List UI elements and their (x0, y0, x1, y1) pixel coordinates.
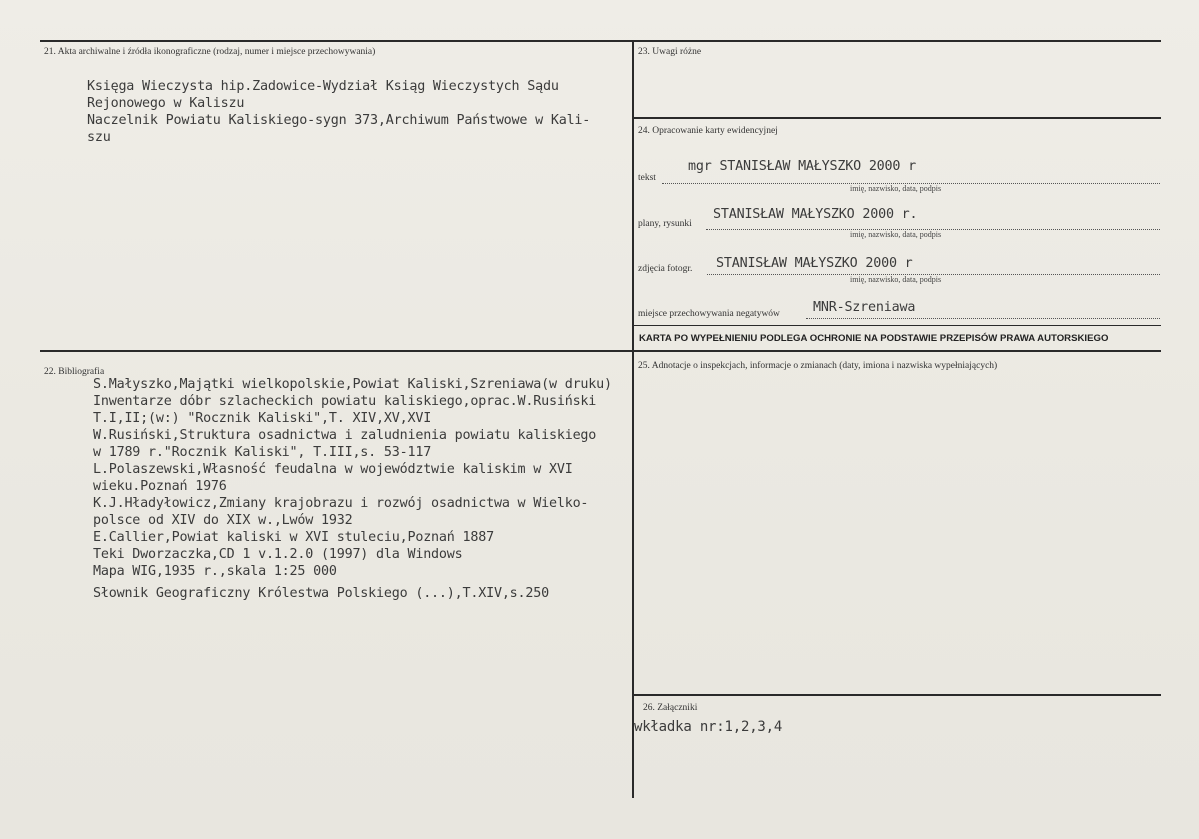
s22-line-4: W.Rusiński,Struktura osadnictwa i zaludnienia powiatu kaliskiego (93, 428, 597, 443)
s22-line-10: E.Callier,Powiat kaliski w XVI stuleciu,Poznań 1887 (93, 530, 494, 545)
zdjecia-caption: imię, nazwisko, data, podpis (850, 275, 942, 284)
s22-line-3: T.I,II;(w:) "Rocznik Kaliski",T. XIV,XV,XVI (93, 411, 432, 426)
s22-line-8: K.J.Hładyłowicz,Zmiany krajobrazu i rozwój osadnictwa w Wielko- (93, 496, 589, 511)
s21-line-3: Naczelnik Powiatu Kaliskiego-sygn 373,Archiwum Państwowe w Kali- (87, 113, 591, 128)
s22-line-7: wieku.Poznań 1976 (93, 479, 227, 494)
s22-line-2: Inwentarze dóbr szlacheckich powiatu kaliskiego,oprac.W.Rusiński (93, 394, 597, 409)
zdjecia-value: STANISŁAW MAŁYSZKO 2000 r (716, 256, 913, 271)
s22-line-13: Słownik Geograficzny Królestwa Polskiego (...),T.XIV,s.250 (93, 586, 549, 601)
s22-line-12: Mapa WIG,1935 r.,skala 1:25 000 (93, 564, 337, 579)
section-21-label: 21. Akta archiwalne i źródła ikonograficzne (rodzaj, numer i miejsce przechowywania) (44, 47, 376, 57)
rule-s26-top (634, 694, 1161, 696)
middle-rule (40, 350, 1161, 352)
tekst-caption: imię, nazwisko, data, podpis (850, 184, 942, 193)
s22-line-6: L.Polaszewski,Własność feudalna w województwie kaliskim w XVI (93, 462, 573, 477)
plany-label: plany, rysunki (638, 219, 692, 229)
plany-value: STANISŁAW MAŁYSZKO 2000 r. (713, 207, 918, 222)
tekst-value: mgr STANISŁAW MAŁYSZKO 2000 r (688, 159, 916, 174)
s21-line-4: szu (87, 130, 111, 145)
section-24-label: 24. Opracowanie karty ewidencyjnej (638, 126, 778, 136)
s22-line-9: polsce od XIV do XIX w.,Lwów 1932 (93, 513, 353, 528)
tekst-label: tekst (638, 173, 656, 183)
section-25-label: 25. Adnotacje o inspekcjach, informacje o zmianach (daty, imiona i nazwiska wypełniających) (638, 361, 998, 371)
zdjecia-label: zdjęcia fotogr. (638, 264, 693, 274)
s22-line-1: S.Małyszko,Majątki wielkopolskie,Powiat Kaliski,Szreniawa(w druku) (93, 377, 612, 392)
top-rule (40, 40, 1161, 42)
s22-line-5: w 1789 r."Rocznik Kaliski", T.III,s. 53-117 (93, 445, 432, 460)
center-divider (632, 40, 634, 798)
section-26-label: 26. Załączniki (643, 703, 698, 713)
plany-caption: imię, nazwisko, data, podpis (850, 230, 942, 239)
s22-line-11: Teki Dworzaczka,CD 1 v.1.2.0 (1997) dla Windows (93, 547, 463, 562)
negatyw-value: MNR-Szreniawa (813, 300, 916, 315)
section-22-label: 22. Bibliografia (44, 367, 105, 377)
s21-line-1: Księga Wieczysta hip.Zadowice-Wydział Ksiąg Wieczystych Sądu (87, 79, 559, 94)
negatyw-label: miejsce przechowywania negatywów (638, 309, 780, 319)
copyright-notice: KARTA PO WYPEŁNIENIU PODLEGA OCHRONIE NA PODSTAWIE PRZEPISÓW PRAWA AUTORSKIEGO (639, 333, 1109, 344)
s26-value: wkładka nr:1,2,3,4 (634, 719, 783, 735)
section-23-label: 23. Uwagi różne (638, 47, 702, 57)
rule-s24-top (634, 117, 1161, 119)
negatyw-dotted-line (806, 318, 1160, 319)
s21-line-2: Rejonowego w Kaliszu (87, 96, 245, 111)
rule-copyright-top (634, 325, 1161, 326)
